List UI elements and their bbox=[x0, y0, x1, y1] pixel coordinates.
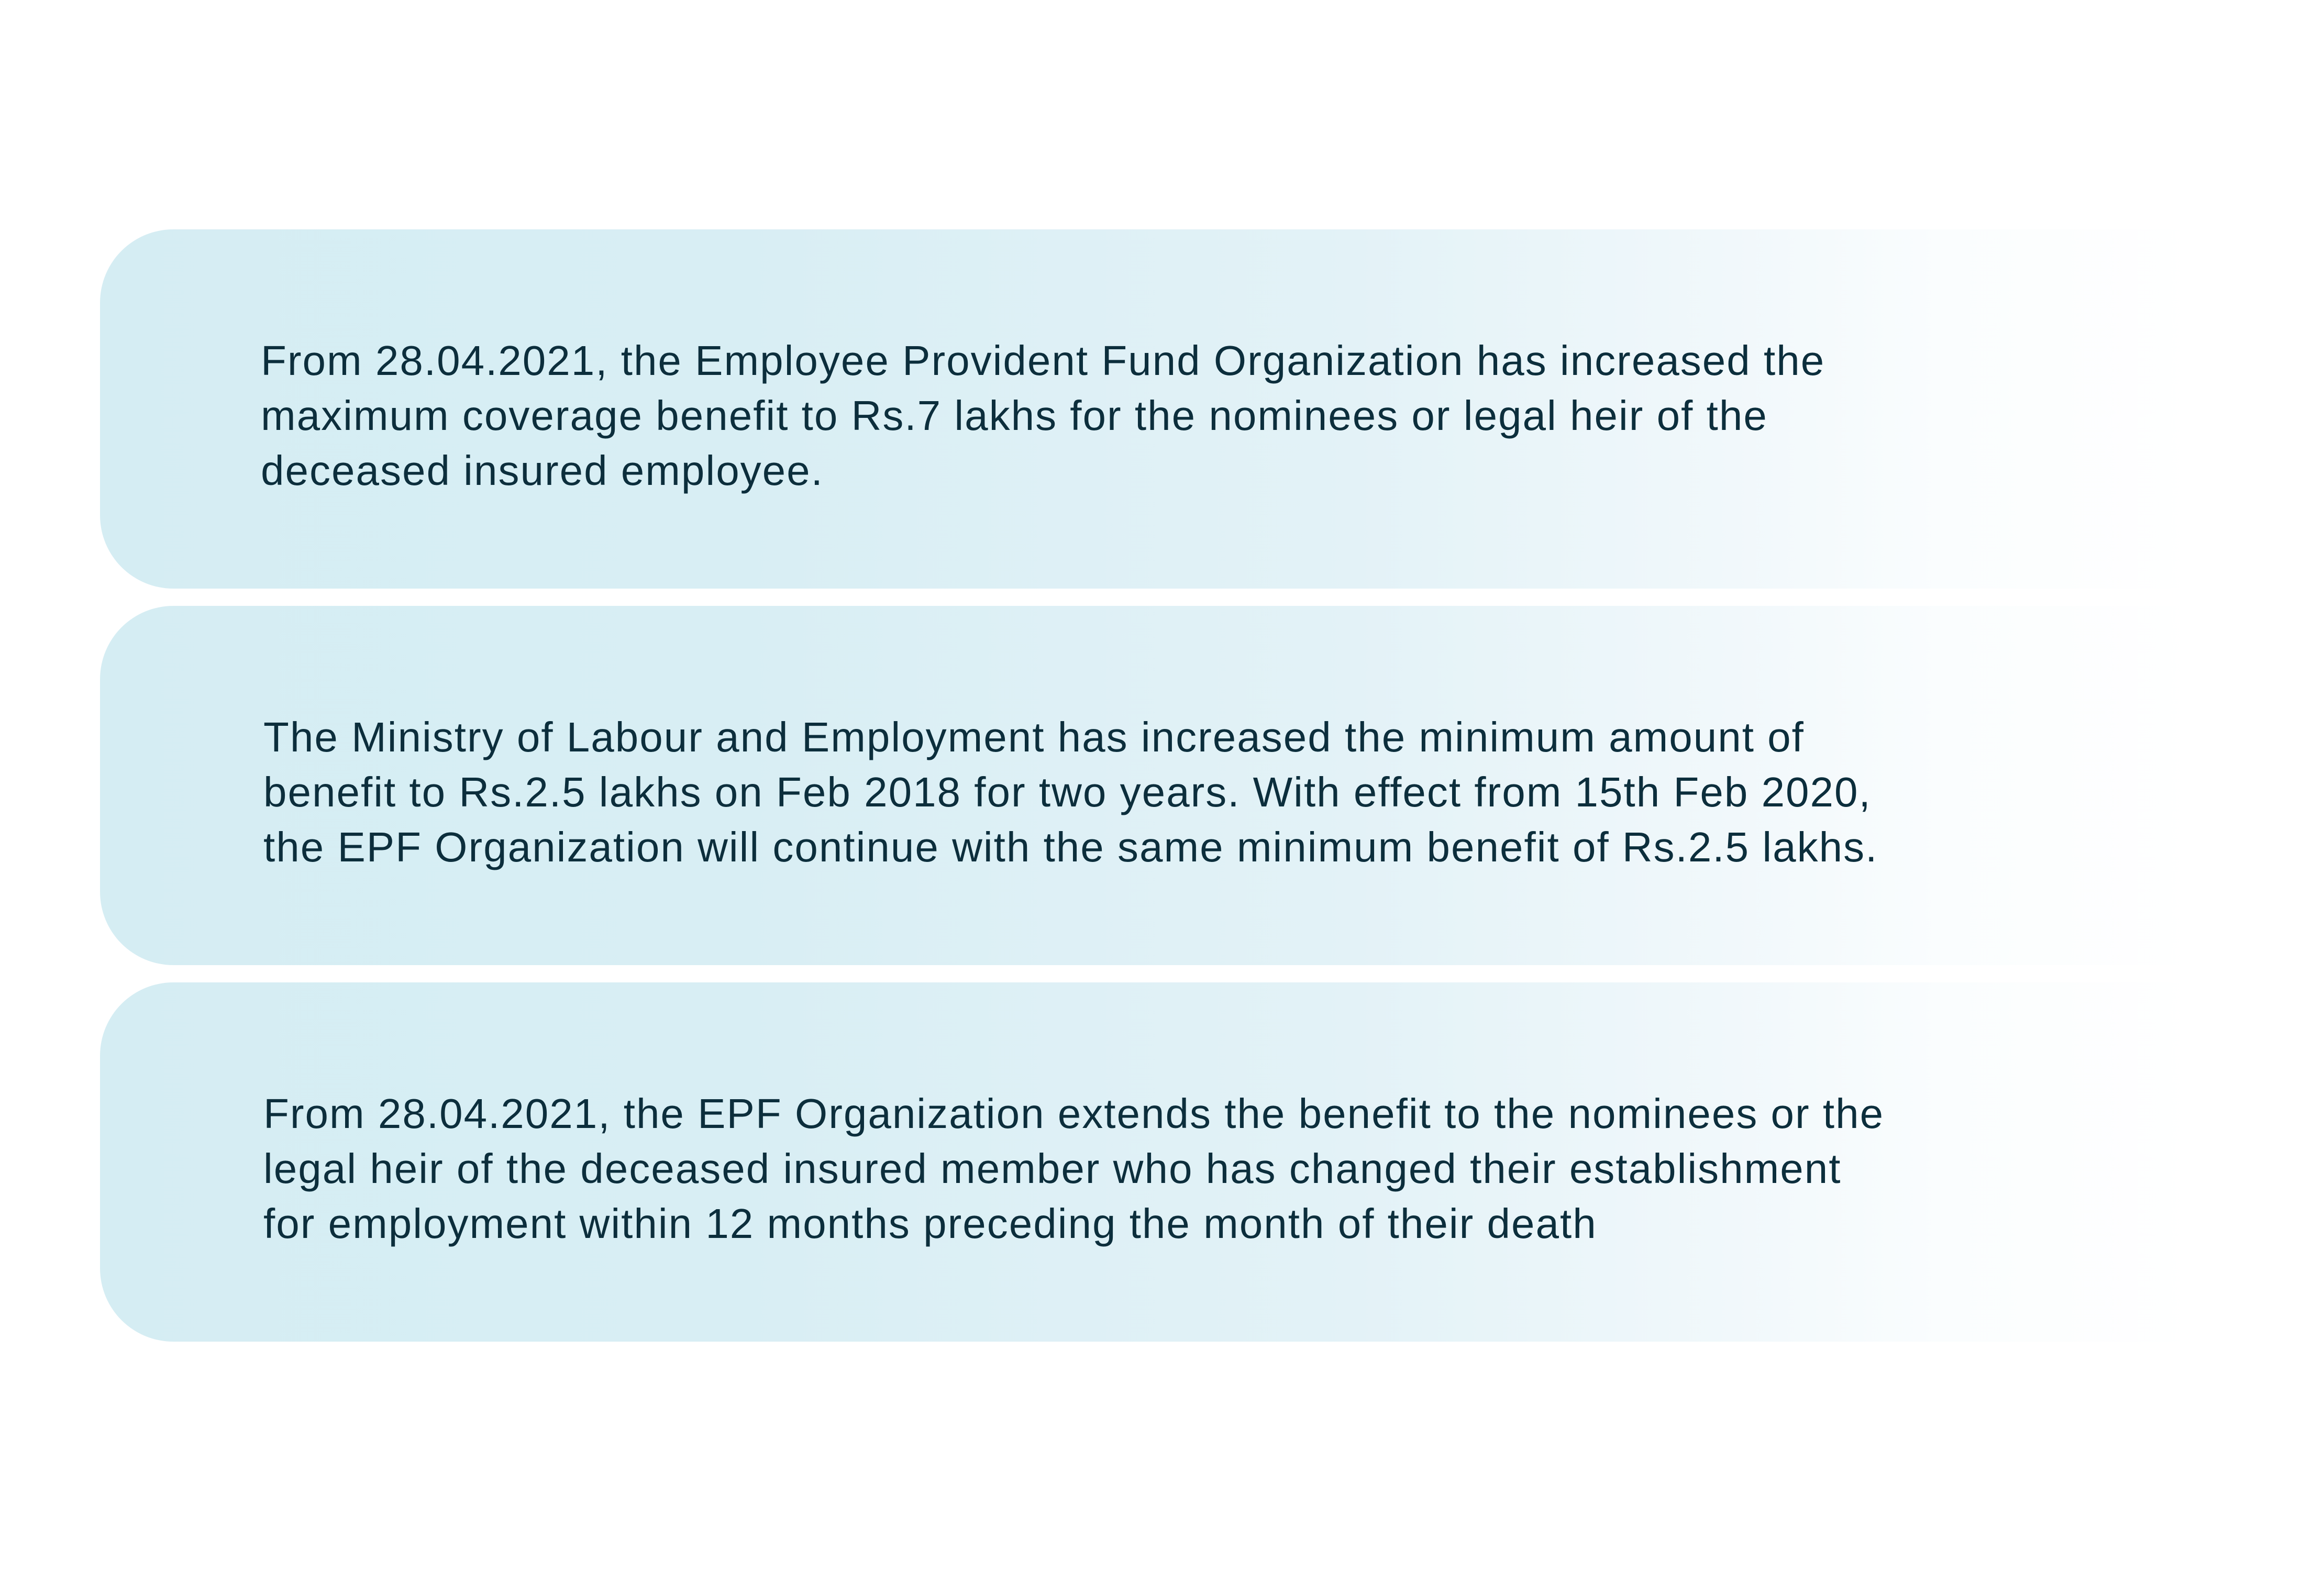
text-line: the EPF Organization will continue with the same minimum benefit of Rs.2.5 lakhs. bbox=[263, 824, 1878, 870]
card-text bbox=[261, 333, 1825, 498]
info-card-establishment-change bbox=[100, 982, 2195, 1342]
card-text bbox=[263, 710, 1878, 875]
text-line: From 28.04.2021, the EPF Organization extends the benefit to the nominees or the bbox=[263, 1090, 1885, 1137]
text-line: for employment within 12 months preceding the month of their death bbox=[263, 1200, 1597, 1247]
card-text bbox=[263, 1086, 1884, 1251]
text-line: From 28.04.2021, the Employee Provident Fund Organization has increased the bbox=[261, 337, 1825, 384]
info-card-min-benefit bbox=[100, 606, 2195, 965]
text-line: The Ministry of Labour and Employment has increased the minimum amount of bbox=[263, 714, 1805, 760]
text-line: deceased insured employee. bbox=[261, 447, 824, 494]
text-line: legal heir of the deceased insured member who has changed their establishment bbox=[263, 1145, 1842, 1192]
text-line: benefit to Rs.2.5 lakhs on Feb 2018 for two years. With effect from 15th Feb 2020, bbox=[263, 769, 1872, 815]
text-line: maximum coverage benefit to Rs.7 lakhs for the nominees or legal heir of the bbox=[261, 392, 1768, 439]
info-card-max-coverage bbox=[100, 229, 2195, 589]
